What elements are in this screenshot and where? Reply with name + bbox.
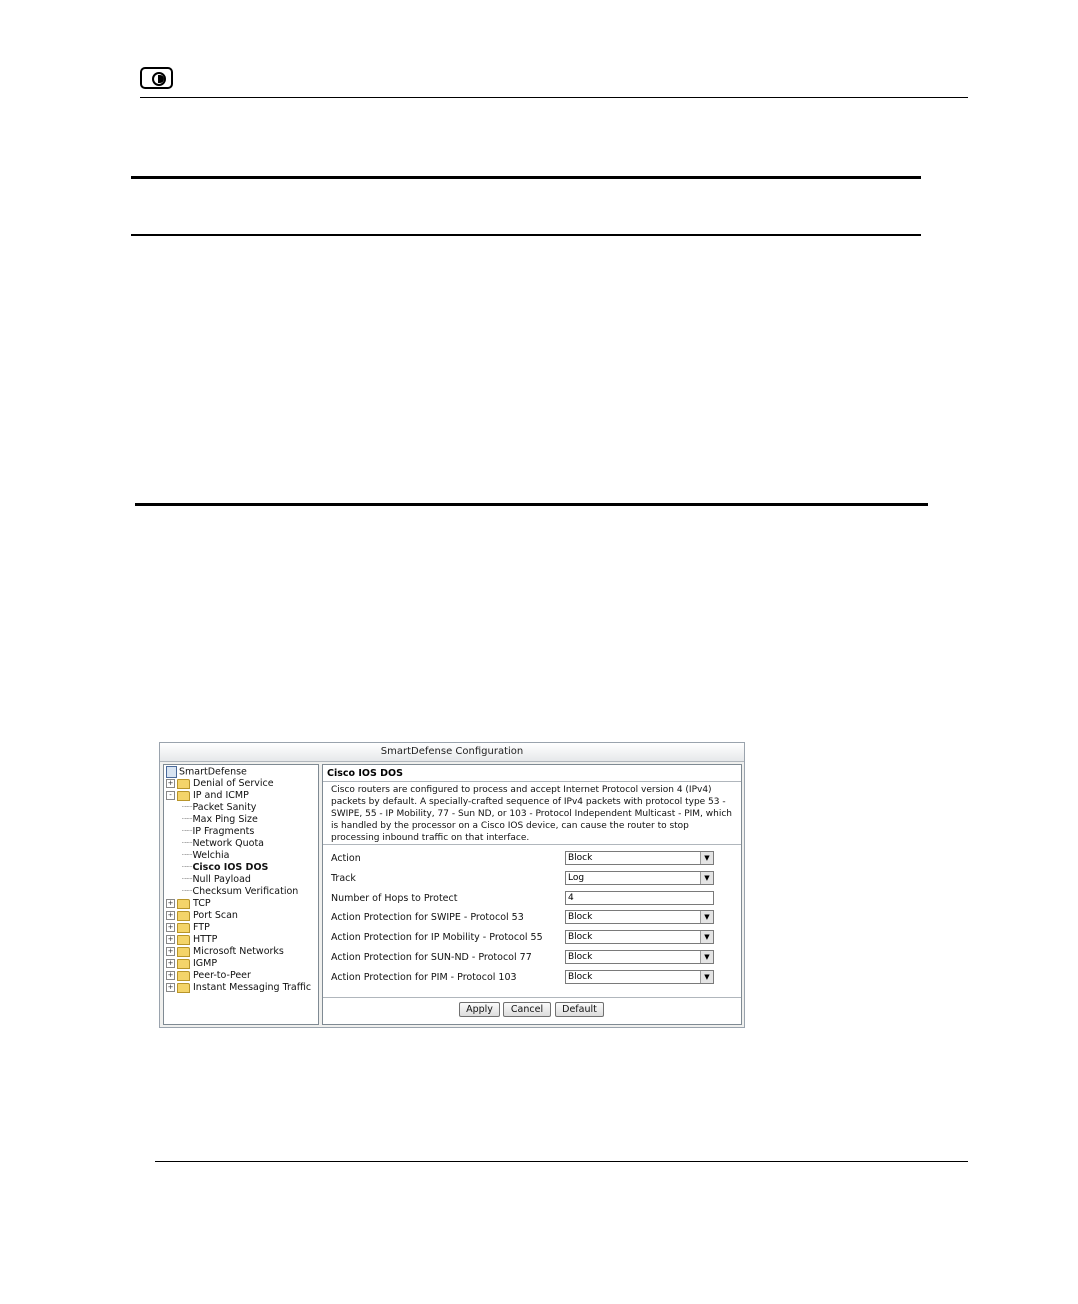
expand-toggle-icon[interactable]: + — [167, 959, 174, 967]
expand-toggle-icon[interactable]: + — [167, 983, 174, 991]
tree-folder[interactable] — [166, 778, 274, 790]
tree-item-label: Peer-to-Peer — [193, 970, 251, 981]
tree-item[interactable] — [182, 802, 256, 814]
content-description: Cisco routers are configured to process and accept Internet Protocol version 4 (IPv4) packets by default. A specially-crafted sequence of IPv4 packets with protocol type 53 - SWIPE, 55 - IP Mobility, 77 - Sun ND, or 103 - Protocol Independent Multicast - PIM, which is handled by the processor on a Cisco IOS device, can cause the router to stop processing inbound traffic on that interface. — [331, 785, 733, 843]
select-value: Log — [568, 873, 585, 883]
expand-toggle-icon[interactable]: + — [167, 947, 174, 955]
folder-icon — [177, 923, 190, 933]
select-value: Block — [568, 952, 593, 962]
tree-item-label: Null Payload — [192, 874, 251, 885]
folder-icon — [177, 971, 190, 981]
expand-toggle-icon[interactable]: + — [167, 779, 174, 787]
form-row — [331, 871, 736, 887]
expand-toggle-icon[interactable]: + — [167, 971, 174, 979]
tree-item[interactable] — [182, 838, 264, 850]
tree-connector: ┈┈ — [182, 850, 192, 861]
field-label: Action Protection for SWIPE - Protocol 53 — [331, 912, 524, 923]
field-select[interactable] — [565, 970, 714, 984]
form-row — [331, 950, 736, 966]
form-row — [331, 891, 736, 907]
dialog-title: SmartDefense Configuration — [160, 743, 744, 762]
folder-icon — [177, 779, 190, 789]
tree-connector: ┈┈ — [182, 874, 192, 885]
tree-item-label: IP Fragments — [192, 826, 255, 837]
section-divider-top — [131, 176, 921, 179]
tree-root-label: SmartDefense — [179, 766, 247, 778]
tree-folder[interactable] — [166, 910, 238, 922]
tree-item-label: Cisco IOS DOS — [192, 862, 269, 873]
hops-input[interactable]: 4 — [565, 891, 714, 905]
select-value: Block — [568, 932, 593, 942]
folder-icon — [177, 947, 190, 957]
tree-connector: ┈┈ — [182, 826, 192, 837]
tree-item-label: HTTP — [193, 934, 218, 945]
tree-connector: ┈┈ — [182, 862, 192, 873]
chevron-down-icon[interactable]: ▼ — [700, 971, 713, 983]
tree-item-selected[interactable] — [182, 862, 268, 874]
field-label: Action Protection for IP Mobility - Protocol 55 — [331, 932, 543, 943]
tree-item-label: Microsoft Networks — [193, 946, 284, 957]
tree-item[interactable] — [182, 850, 229, 862]
tree-item-label: Packet Sanity — [192, 802, 257, 813]
folder-icon — [177, 935, 190, 945]
tree-item-label: IGMP — [193, 958, 218, 969]
footer-divider — [155, 1161, 968, 1162]
header-divider — [140, 97, 968, 98]
field-label: Action Protection for PIM - Protocol 103 — [331, 972, 517, 983]
tree-item[interactable] — [182, 874, 251, 886]
form-row — [331, 910, 736, 926]
tree-folder[interactable] — [166, 958, 217, 970]
expand-toggle-icon[interactable]: + — [167, 911, 174, 919]
tree-folder[interactable] — [166, 982, 311, 994]
section-divider — [135, 503, 928, 506]
field-select[interactable] — [565, 950, 714, 964]
tree-item-label: Denial of Service — [193, 778, 274, 789]
folder-icon — [177, 899, 190, 909]
category-tree — [163, 764, 319, 1025]
tree-folder[interactable] — [166, 934, 217, 946]
expand-toggle-icon[interactable]: - — [166, 791, 175, 800]
form-row — [331, 930, 736, 946]
field-label: Number of Hops to Protect — [331, 893, 458, 904]
tree-item-label: IP and ICMP — [193, 790, 249, 801]
folder-icon — [177, 959, 190, 969]
cancel-button[interactable]: Cancel — [503, 1002, 551, 1017]
buttons-divider — [323, 997, 741, 998]
smartdefense-root-icon — [166, 766, 177, 778]
content-panel — [322, 764, 742, 1025]
field-label: Track — [331, 873, 356, 884]
field-select[interactable] — [565, 910, 714, 924]
content-title-divider — [323, 781, 741, 782]
folder-icon — [177, 791, 190, 801]
tree-item-label: Checksum Verification — [192, 886, 299, 897]
tree-folder[interactable] — [166, 922, 210, 934]
tree-connector: ┈┈ — [182, 814, 192, 825]
tree-item[interactable] — [182, 814, 258, 826]
expand-toggle-icon[interactable]: + — [167, 923, 174, 931]
tree-root[interactable] — [166, 766, 247, 778]
select-value: Block — [568, 853, 593, 863]
tree-item[interactable] — [182, 886, 298, 898]
folder-icon — [177, 983, 190, 993]
content-title: Cisco IOS DOS — [327, 768, 403, 779]
field-select[interactable] — [565, 930, 714, 944]
tree-item-label: Network Quota — [192, 838, 264, 849]
tree-folder[interactable] — [166, 970, 251, 982]
chevron-down-icon[interactable]: ▼ — [700, 872, 713, 884]
chevron-down-icon[interactable]: ▼ — [700, 931, 713, 943]
tree-item[interactable] — [182, 826, 254, 838]
field-label: Action Protection for SUN-ND - Protocol 77 — [331, 952, 532, 963]
default-button[interactable]: Default — [555, 1002, 604, 1017]
chevron-down-icon[interactable]: ▼ — [700, 951, 713, 963]
content-description-divider — [323, 844, 741, 845]
expand-toggle-icon[interactable]: + — [167, 899, 174, 907]
tree-folder[interactable] — [166, 790, 249, 802]
form-row — [331, 970, 736, 986]
tree-item-label: TCP — [193, 898, 211, 909]
tree-item-label: FTP — [193, 922, 210, 933]
folder-icon — [177, 911, 190, 921]
tree-item-label: Instant Messaging Traffic — [193, 982, 312, 993]
tree-item-label: Welchia — [192, 850, 230, 861]
tree-connector: ┈┈ — [182, 802, 192, 813]
tree-folder[interactable] — [166, 946, 284, 958]
section-divider-bottom — [131, 234, 921, 236]
apply-button[interactable]: Apply — [459, 1002, 500, 1017]
tree-connector: ┈┈ — [182, 838, 192, 849]
chevron-down-icon[interactable]: ▼ — [700, 852, 713, 864]
document-logo-icon — [140, 67, 173, 89]
tree-item-label: Port Scan — [193, 910, 238, 921]
select-value: Block — [568, 972, 593, 982]
tree-item-label: Max Ping Size — [192, 814, 258, 825]
field-label: Action — [331, 853, 361, 864]
smartdefense-config-dialog — [159, 742, 745, 1028]
tree-folder[interactable] — [166, 898, 211, 910]
field-select[interactable] — [565, 851, 714, 865]
form-row — [331, 851, 736, 867]
chevron-down-icon[interactable]: ▼ — [700, 911, 713, 923]
expand-toggle-icon[interactable]: + — [167, 935, 174, 943]
select-value: Block — [568, 912, 593, 922]
field-select[interactable] — [565, 871, 714, 885]
tree-connector: ┈┈ — [182, 886, 192, 897]
